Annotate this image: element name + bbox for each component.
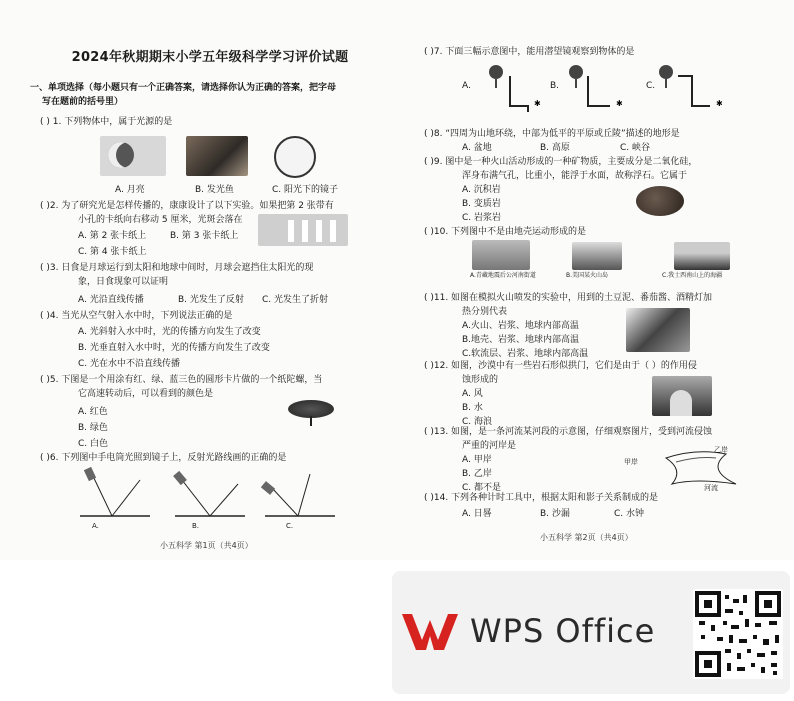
- q12-option-a: A. 风: [462, 389, 483, 399]
- question-3: ( )3. 日食是月球运行到太阳和地球中间时，月球会遮挡住太阳光的现: [40, 263, 314, 273]
- wps-logo-icon: [398, 610, 462, 654]
- question-3-cont: 象，日食现象可以证明: [78, 277, 169, 287]
- svg-text:✱: ✱: [534, 99, 541, 108]
- q3-option-a: A. 光沿直线传播: [78, 295, 144, 305]
- q1-option-a: A. 月亮: [115, 185, 145, 195]
- q13-option-c: C. 都不是: [462, 483, 502, 493]
- q4-option-c: C. 光在水中不沿直线传播: [78, 359, 181, 369]
- q8-option-c: C. 峡谷: [620, 143, 651, 153]
- label-jia-bank: 甲岸: [624, 458, 638, 466]
- question-10: ( )10. 下列图中不是由地壳运动形成的是: [424, 227, 587, 237]
- q4-option-b: B. 光垂直射入水中时，光的传播方向发生了改变: [78, 343, 270, 353]
- q10-image-b: [572, 242, 622, 270]
- q2-option-a: A. 第 2 张卡纸上: [78, 231, 147, 241]
- question-11-cont: 热分别代表: [462, 307, 508, 317]
- q5-option-a: A. 红色: [78, 407, 108, 417]
- river-diagram: [636, 444, 756, 492]
- question-2-cont: 小孔的卡纸向右移动 5 厘米，光斑会落在: [78, 215, 243, 225]
- periscope-b: [569, 65, 623, 108]
- q3-option-b: B. 光发生了反射: [178, 295, 244, 305]
- question-13-cont: 严重的河岸是: [462, 441, 517, 451]
- q14-option-c: C. 水钟: [614, 509, 645, 519]
- q10-caption-c: C.我士西南山上的海疆: [662, 272, 723, 279]
- question-6: ( )6. 下列图中手电筒光照到镜子上，反射光路线画的正确的是: [40, 453, 287, 463]
- q11-option-a: A.火山、岩浆、地球内部高温: [462, 321, 579, 331]
- section-heading: 一、单项选择（每小题只有一个正确答案，请选择你认为正确的答案，把字母: [30, 83, 337, 93]
- q14-option-a: A. 日晷: [462, 509, 492, 519]
- question-5: ( )5. 下图是一个用涂有红、绿、蓝三色的圆形卡片做的一个纸陀螺，当: [40, 375, 323, 385]
- q8-option-b: B. 高原: [540, 143, 570, 153]
- q1-option-b: B. 发光鱼: [195, 185, 234, 195]
- spinner-stick: [310, 416, 312, 426]
- wps-brand-text: WPS Office: [470, 612, 656, 650]
- question-12: ( )12. 如图，沙漠中有一些岩石形似拱门，它们是由于（ ）的作用侵: [424, 361, 697, 371]
- question-12-cont: 蚀形成的: [462, 375, 499, 385]
- q5-option-b: B. 绿色: [78, 423, 108, 433]
- label-river: 河流: [704, 484, 718, 492]
- q12-option-b: B. 水: [462, 403, 483, 413]
- question-2: ( )2. 为了研究光是怎样传播的，康康设计了以下实验。如果把第 2 张带有: [40, 201, 334, 211]
- footer-right: 小五科学 第2页（共4页）: [540, 533, 633, 542]
- q1-option-c: C. 阳光下的镜子: [272, 185, 339, 195]
- diagram-c: [261, 474, 335, 516]
- cards-experiment-image: [258, 214, 348, 246]
- pumice-image: [636, 186, 684, 216]
- q8-option-a: A. 盆地: [462, 143, 492, 153]
- q9-option-c: C. 岩浆岩: [462, 213, 502, 223]
- q13-option-b: B. 乙岸: [462, 469, 492, 479]
- moon-image: [100, 136, 166, 176]
- q13-option-a: A. 甲岸: [462, 455, 492, 465]
- question-4: ( )4. 当光从空气射入水中时，下列说法正确的是: [40, 311, 233, 321]
- question-1: ( ) 1. 下列物体中，属于光源的是: [40, 117, 173, 127]
- q10-image-a: [472, 240, 530, 270]
- volcano-experiment-image: [626, 308, 690, 352]
- periscope-diagrams: [470, 62, 730, 118]
- q4-option-a: A. 光斜射入水中时，光的传播方向发生了改变: [78, 327, 261, 337]
- q9-option-b: B. 变质岩: [462, 199, 501, 209]
- question-5-cont: 它高速转动后，可以看到的颜色是: [78, 389, 214, 399]
- q5-option-c: C. 白色: [78, 439, 109, 449]
- rock-arch-image: [652, 376, 712, 416]
- diagram-b: [173, 471, 245, 516]
- q10-caption-a: A.青藏地震后公河南街道: [470, 272, 536, 279]
- section-heading-cont: 写在题前的括号里）: [42, 97, 124, 107]
- q10-caption-b: B.美国某火山岛: [566, 272, 609, 279]
- flashlight-diagrams: [70, 466, 340, 530]
- svg-text:✱: ✱: [716, 99, 723, 108]
- qr-code-image[interactable]: [693, 589, 783, 679]
- question-9: ( )9. 图中是一种火山活动形成的一种矿物质，主要成分是二氧化硅，: [424, 157, 698, 167]
- diagram-a: [80, 467, 150, 516]
- periscope-a: [489, 65, 541, 112]
- q3-option-c: C. 光发生了折射: [262, 295, 329, 305]
- q6-label-b: B.: [192, 522, 200, 530]
- q12-option-c: C. 海浪: [462, 417, 493, 427]
- periscope-c: [659, 65, 723, 108]
- q10-image-c: [674, 242, 730, 270]
- q2-option-c: C. 第 4 张卡纸上: [78, 247, 147, 257]
- question-9-cont: 浑身布满气孔，比重小，能浮于水面，故称浮石。它属于: [462, 171, 688, 181]
- question-8: ( )8. “四周为山地环绕，中部为低平的平原或丘陵”描述的地形是: [424, 129, 680, 139]
- q6-label-a: A.: [92, 522, 99, 530]
- fish-image: [186, 136, 248, 176]
- q6-label-c: C.: [286, 522, 294, 530]
- q7-label-b: B.: [550, 81, 560, 91]
- q2-option-b: B. 第 3 张卡纸上: [170, 231, 239, 241]
- footer-left: 小五科学 第1页（共4页）: [160, 541, 253, 550]
- question-11: ( )11. 如图在模拟火山喷发的实验中，用到的土豆泥、番茄酱、酒精灯加: [424, 293, 713, 303]
- q11-option-c: C.软流层、岩浆、地球内部高温: [462, 349, 589, 359]
- q7-label-a: A.: [462, 81, 471, 91]
- svg-text:✱: ✱: [616, 99, 623, 108]
- page-title: 2024年秋期期末小学五年级科学学习评价试题: [71, 50, 349, 65]
- question-13: ( )13. 如图，是一条河流某河段的示意图，仔细观察图片，受到河流侵蚀: [424, 427, 713, 437]
- question-14: ( )14. 下列各种计时工具中，根据太阳和影子关系制成的是: [424, 493, 659, 503]
- mirror-image: [272, 134, 316, 178]
- q11-option-b: B.地壳、岩浆、地球内部高温: [462, 335, 580, 345]
- question-7: ( )7. 下面三幅示意图中，能用潜望镜观察到物体的是: [424, 47, 635, 57]
- q7-label-c: C.: [646, 81, 656, 91]
- q9-option-a: A. 沉积岩: [462, 185, 501, 195]
- label-yi-bank: 乙岸: [714, 446, 728, 454]
- q14-option-b: B. 沙漏: [540, 509, 570, 519]
